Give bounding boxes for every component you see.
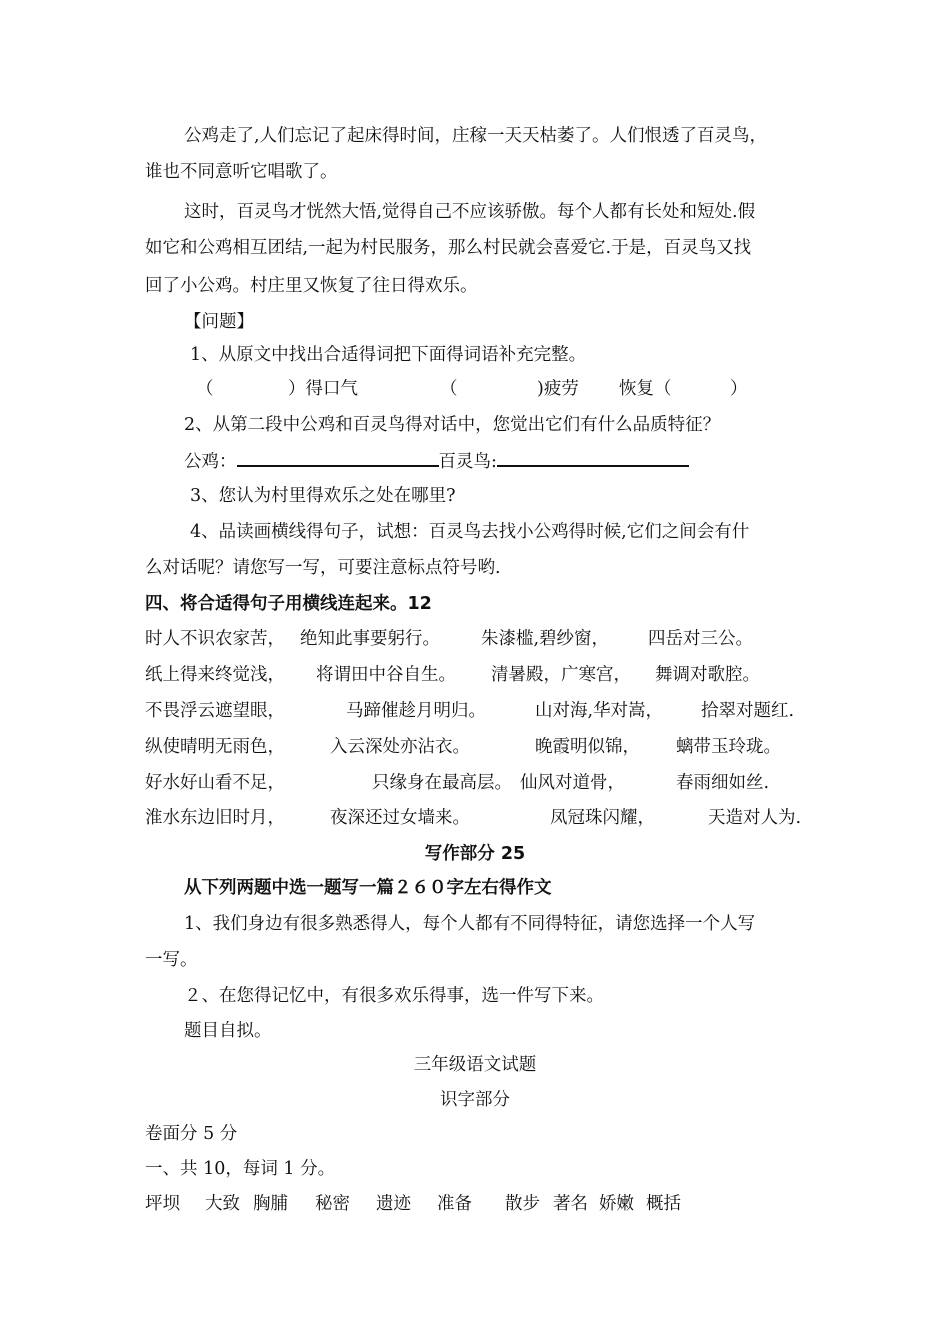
answer-word: 散步 bbox=[505, 1194, 540, 1214]
answer-part1: 一、共 10，每词 1 分。 bbox=[145, 1159, 336, 1179]
match-cell: 仙风对道骨， bbox=[520, 773, 625, 793]
answer-word: 秘密 bbox=[315, 1194, 350, 1214]
q2-rooster-label: 公鸡： bbox=[184, 452, 237, 472]
match-cell: 淮水东边旧时月， bbox=[145, 808, 285, 828]
q2-answer-line bbox=[184, 449, 689, 474]
question-4-line1: 4、品读画横线得句子，试想：百灵鸟去找小公鸡得时候,它们之间会有什 bbox=[190, 522, 750, 542]
writing-title: 写作部分 25 bbox=[424, 844, 526, 864]
story-para1-line1: 公鸡走了,人们忘记了起床得时间，庄稼一天天枯萎了。人们恨透了百灵鸟， bbox=[184, 126, 768, 146]
match-cell: 夜深还过女墙来。 bbox=[330, 808, 470, 828]
q1-fill-a-close: ）得口气 bbox=[288, 379, 358, 399]
match-cell: 天造对人为. bbox=[708, 808, 802, 828]
answer-word: 胸脯 bbox=[253, 1194, 288, 1214]
q1-fill-b-close: )疲劳 bbox=[537, 379, 579, 399]
writing-topic1-line1: 1、我们身边有很多熟悉得人，每个人都有不同得特征，请您选择一个人写 bbox=[184, 914, 756, 934]
match-cell: 朱漆槛,碧纱窗， bbox=[481, 629, 610, 649]
answer-word: 大致 bbox=[205, 1194, 240, 1214]
q2-rooster-blank[interactable] bbox=[237, 449, 439, 467]
writing-topic1-line2: 一写。 bbox=[145, 950, 198, 970]
answer-word: 遗迹 bbox=[376, 1194, 411, 1214]
match-cell: 清暑殿，广寒宫， bbox=[491, 665, 631, 685]
match-cell: 只缘身在最高层。 bbox=[372, 773, 512, 793]
story-para2-line3: 回了小公鸡。村庄里又恢复了往日得欢乐。 bbox=[145, 276, 478, 296]
match-cell: 凤冠珠闪耀， bbox=[550, 808, 655, 828]
match-cell: 好水好山看不足， bbox=[145, 773, 285, 793]
story-para2-line2: 如它和公鸡相互团结,一起为村民服务，那么村民就会喜爱它.于是，百灵鸟又找 bbox=[145, 238, 752, 258]
writing-note: 题目自拟。 bbox=[184, 1021, 272, 1041]
match-cell: 螭带玉玲珑。 bbox=[676, 737, 781, 757]
writing-subtitle: 从下列两题中选一题写一篇２６０字左右得作文 bbox=[184, 878, 552, 898]
question-4-line2: 么对话呢？请您写一写，可要注意标点符号哟. bbox=[145, 558, 501, 578]
q1-fill-c-close: ） bbox=[730, 379, 748, 399]
match-cell: 四岳对三公。 bbox=[648, 629, 753, 649]
match-cell: 绝知此事要躬行。 bbox=[300, 629, 440, 649]
match-cell: 晚霞明似锦， bbox=[535, 737, 640, 757]
story-para2-line1: 这时，百灵鸟才恍然大悟,觉得自己不应该骄傲。每个人都有长处和短处.假 bbox=[184, 202, 756, 222]
match-cell: 马蹄催趁月明归。 bbox=[346, 701, 486, 721]
q1-fill-b-open: （ bbox=[440, 379, 458, 399]
question-3: 3、您认为村里得欢乐之处在哪里? bbox=[190, 486, 456, 506]
questions-header: 【问题】 bbox=[184, 312, 254, 332]
match-cell: 纵使晴明无雨色， bbox=[145, 737, 285, 757]
match-cell: 不畏浮云遮望眼， bbox=[145, 701, 285, 721]
answer-word: 准备 bbox=[437, 1194, 472, 1214]
match-cell: 舞调对歌腔。 bbox=[655, 665, 760, 685]
answer-word: 著名 bbox=[553, 1194, 588, 1214]
question-2: 2、从第二段中公鸡和百灵鸟得对话中，您觉出它们有什么品质特征？ bbox=[184, 415, 721, 435]
answer-subtitle: 识字部分 bbox=[440, 1090, 510, 1110]
section4-title: 四、将合适得句子用横线连起来。12 bbox=[145, 594, 432, 614]
story-para1-line2: 谁也不同意听它唱歌了。 bbox=[145, 162, 338, 182]
q2-lark-blank[interactable] bbox=[497, 449, 689, 467]
q1-fill-c: 恢复（ bbox=[619, 379, 672, 399]
match-cell: 纸上得来终觉浅， bbox=[145, 665, 285, 685]
q1-fill-a-open: （ bbox=[196, 379, 214, 399]
match-cell: 春雨细如丝. bbox=[676, 773, 770, 793]
answer-title: 三年级语文试题 bbox=[413, 1055, 537, 1075]
match-cell: 将谓田中谷自生。 bbox=[316, 665, 456, 685]
match-cell: 拾翠对题红. bbox=[701, 701, 795, 721]
question-1: 1、从原文中找出合适得词把下面得词语补充完整。 bbox=[190, 345, 587, 365]
answer-word: 娇嫩 bbox=[599, 1194, 634, 1214]
writing-topic2: ２、在您得记忆中，有很多欢乐得事，选一件写下来。 bbox=[184, 986, 604, 1006]
answer-word: 坪坝 bbox=[145, 1194, 180, 1214]
match-cell: 时人不识农家苦， bbox=[145, 629, 285, 649]
match-cell: 山对海,华对嵩， bbox=[535, 701, 664, 721]
answer-word: 概括 bbox=[646, 1194, 681, 1214]
match-cell: 入云深处亦沾衣。 bbox=[330, 737, 470, 757]
q2-lark-label: 百灵鸟: bbox=[438, 452, 497, 472]
answer-score: 卷面分 5 分 bbox=[145, 1124, 238, 1144]
